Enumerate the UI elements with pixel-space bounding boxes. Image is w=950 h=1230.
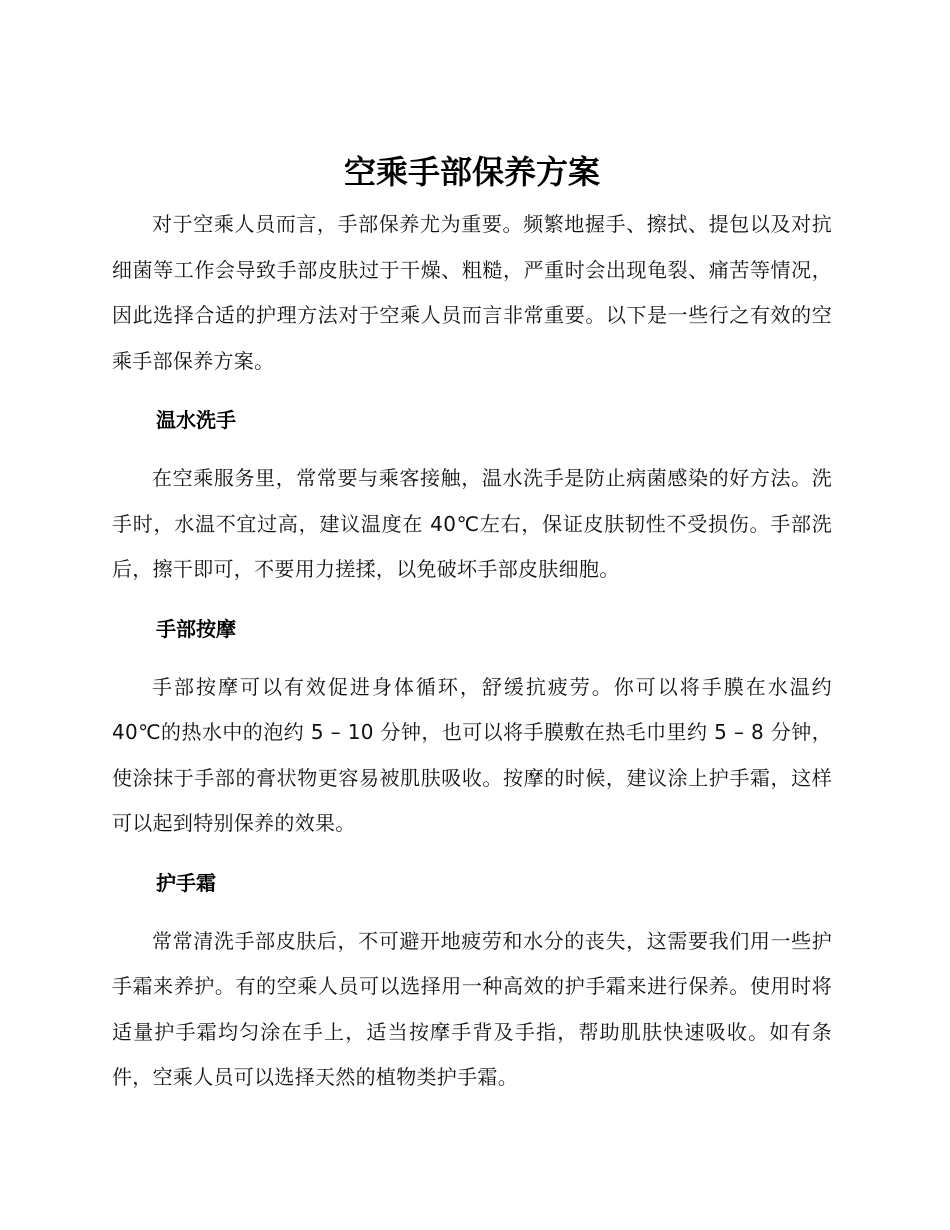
section-heading: 温水洗手 xyxy=(156,408,236,432)
section-heading: 护手霜 xyxy=(156,870,216,895)
section-paragraph: 常常清洗手部皮肤后，不可避开地疲劳和水分的丧失，这需要我们用一些护手霜来养护。有的空乘人员可以选择用一种高效的护手霜来进行保养。使用时将适量护手霜均匀涂在手上，适当按摩手背及手指，帮助肌肤快速吸收。如有条件，空乘人员可以选择天然的植物类护手霜。 xyxy=(112,928,832,1089)
section-hand-massage xyxy=(112,597,832,847)
section-paragraph: 手部按摩可以有效促进身体循环，舒缓抗疲劳。你可以将手膜在水温约 40℃的热水中的泡约 5 – 10 分钟，也可以将手膜敷在热毛巾里约 5 – 8 分钟，使涂抹于手部的膏状物更容易被肌肤吸收。按摩的时候，建议涂上护手霜，这样可以起到特别保养的效果。 xyxy=(112,674,832,835)
intro-paragraph: 对于空乘人员而言，手部保养尤为重要。频繁地握手、擦拭、提包以及对抗细菌等工作会导致手部皮肤过于干燥、粗糙，严重时会出现龟裂、痛苦等情况，因此选择合适的护理方法对于空乘人员而言非常重要。以下是一些行之有效的空乘手部保养方案。 xyxy=(112,212,832,373)
section-warm-water-handwashing xyxy=(112,388,832,593)
section-heading: 手部按摩 xyxy=(156,616,236,641)
page-title: 空乘手部保养方案 xyxy=(343,153,600,191)
section-paragraph: 在空乘服务里，常常要与乘客接触，温水洗手是防止病菌感染的好方法。洗手时，水温不宜过高，建议温度在 40℃左右，保证皮肤韧性不受损伤。手部洗后，擦干即可，不要用力搓揉，以免破坏手部皮肤细胞。 xyxy=(112,466,832,581)
section-hand-cream xyxy=(112,851,832,1101)
document-body xyxy=(112,146,832,1101)
